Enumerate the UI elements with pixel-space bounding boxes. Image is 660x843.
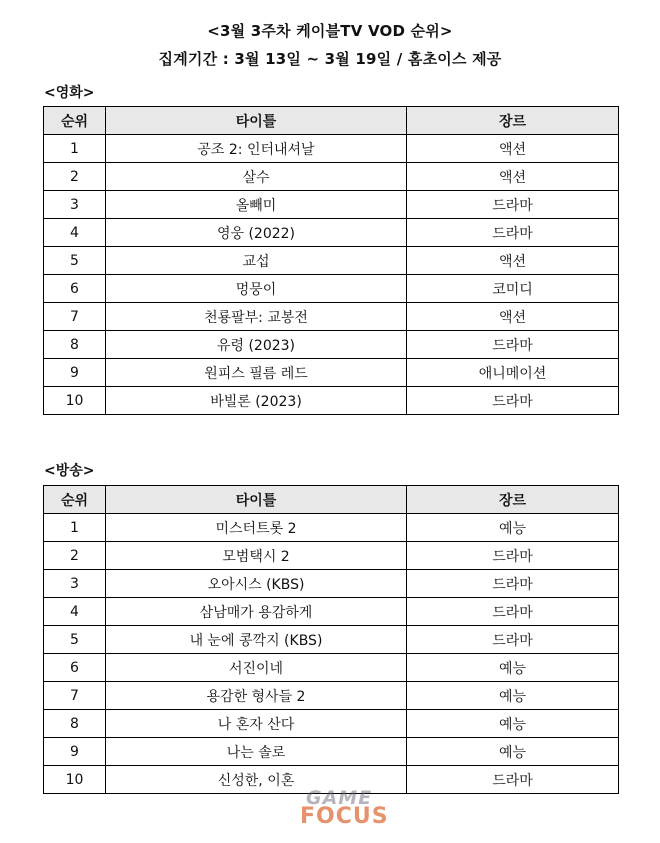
table-row (44, 766, 619, 794)
broadcast-header-row (44, 486, 619, 514)
table-row (44, 626, 619, 654)
rank-cell: 3 (44, 191, 106, 219)
rank-cell: 2 (44, 542, 106, 570)
title-cell: 천룡팔부: 교봉전 (106, 303, 407, 331)
title-cell: 유령 (2023) (106, 331, 407, 359)
rank-cell: 7 (44, 682, 106, 710)
genre-cell: 드라마 (407, 766, 619, 794)
rank-cell: 1 (44, 135, 106, 163)
table-row (44, 542, 619, 570)
genre-cell: 드라마 (407, 331, 619, 359)
rank-cell: 3 (44, 570, 106, 598)
title-cell: 미스터트롯 2 (106, 514, 407, 542)
table-row (44, 738, 619, 766)
genre-cell: 예능 (407, 710, 619, 738)
table-row (44, 682, 619, 710)
watermark-line1: GAME (306, 787, 373, 809)
page-subtitle: 집계기간 : 3월 13일 ~ 3월 19일 / 홈초이스 제공 (158, 50, 502, 68)
title-cell: 모범택시 2 (106, 542, 407, 570)
title-cell: 바빌론 (2023) (106, 387, 407, 415)
genre-cell: 액션 (407, 163, 619, 191)
genre-cell: 애니메이션 (407, 359, 619, 387)
rank-cell: 10 (44, 387, 106, 415)
table-row (44, 359, 619, 387)
title-cell: 내 눈에 콩깍지 (KBS) (106, 626, 407, 654)
watermark-line2: FOCUS (300, 804, 389, 829)
table-row (44, 163, 619, 191)
table-row (44, 135, 619, 163)
title-cell: 올빼미 (106, 191, 407, 219)
genre-cell: 예능 (407, 738, 619, 766)
rank-cell: 9 (44, 359, 106, 387)
title-cell: 용감한 형사들 2 (106, 682, 407, 710)
table-row (44, 598, 619, 626)
table-row (44, 654, 619, 682)
rank-cell: 5 (44, 626, 106, 654)
genre-cell: 드라마 (407, 219, 619, 247)
broadcast-table (43, 485, 619, 794)
rank-cell: 10 (44, 766, 106, 794)
title-cell: 공조 2: 인터내셔날 (106, 135, 407, 163)
genre-cell: 드라마 (407, 542, 619, 570)
genre-cell: 드라마 (407, 387, 619, 415)
table-row (44, 331, 619, 359)
genre-cell: 액션 (407, 247, 619, 275)
rank-cell: 8 (44, 331, 106, 359)
column-header-rank: 순위 (44, 486, 106, 514)
table-row (44, 303, 619, 331)
rank-cell: 7 (44, 303, 106, 331)
movies-header-row (44, 107, 619, 135)
rank-cell: 4 (44, 219, 106, 247)
table-row (44, 514, 619, 542)
rank-cell: 5 (44, 247, 106, 275)
title-cell: 원피스 필름 레드 (106, 359, 407, 387)
table-row (44, 275, 619, 303)
table-row (44, 247, 619, 275)
broadcast-section-label: <방송> (44, 463, 95, 479)
rank-cell: 2 (44, 163, 106, 191)
title-cell: 서진이네 (106, 654, 407, 682)
title-cell: 나는 솔로 (106, 738, 407, 766)
genre-cell: 드라마 (407, 626, 619, 654)
movies-table (43, 106, 619, 415)
title-cell: 신성한, 이혼 (106, 766, 407, 794)
title-cell: 삼남매가 용감하게 (106, 598, 407, 626)
column-header-title: 타이틀 (106, 486, 407, 514)
genre-cell: 드라마 (407, 598, 619, 626)
rank-cell: 6 (44, 654, 106, 682)
table-row (44, 710, 619, 738)
title-cell: 살수 (106, 163, 407, 191)
table-row (44, 219, 619, 247)
movies-table-body (44, 135, 619, 415)
rank-cell: 9 (44, 738, 106, 766)
genre-cell: 예능 (407, 514, 619, 542)
title-cell: 영웅 (2022) (106, 219, 407, 247)
column-header-title: 타이틀 (106, 107, 407, 135)
genre-cell: 드라마 (407, 191, 619, 219)
column-header-rank: 순위 (44, 107, 106, 135)
genre-cell: 드라마 (407, 570, 619, 598)
rank-cell: 1 (44, 514, 106, 542)
title-cell: 오아시스 (KBS) (106, 570, 407, 598)
genre-cell: 예능 (407, 654, 619, 682)
table-row (44, 570, 619, 598)
column-header-genre: 장르 (407, 486, 619, 514)
table-row (44, 387, 619, 415)
rank-cell: 6 (44, 275, 106, 303)
broadcast-table-body (44, 514, 619, 794)
title-cell: 교섭 (106, 247, 407, 275)
page-title: <3월 3주차 케이블TV VOD 순위> (207, 22, 453, 40)
title-cell: 멍뭉이 (106, 275, 407, 303)
column-header-genre: 장르 (407, 107, 619, 135)
genre-cell: 코미디 (407, 275, 619, 303)
genre-cell: 액션 (407, 135, 619, 163)
rank-cell: 8 (44, 710, 106, 738)
rank-cell: 4 (44, 598, 106, 626)
genre-cell: 예능 (407, 682, 619, 710)
movies-section-label: <영화> (44, 85, 95, 101)
genre-cell: 액션 (407, 303, 619, 331)
table-row (44, 191, 619, 219)
title-cell: 나 혼자 산다 (106, 710, 407, 738)
